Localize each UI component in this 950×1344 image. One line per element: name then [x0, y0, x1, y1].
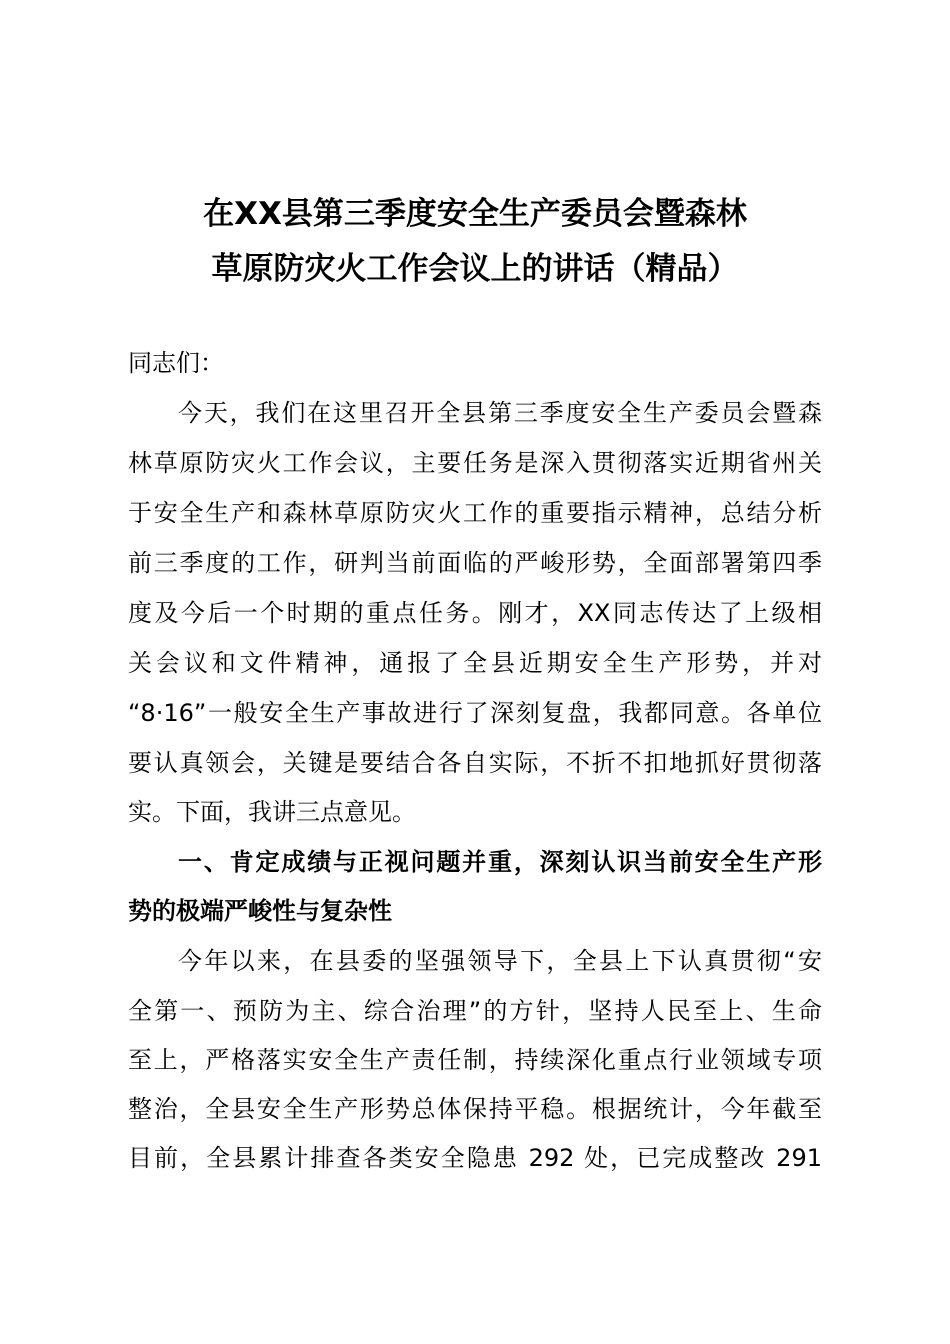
- paragraph-line: 至上，严格落实安全生产责任制，持续深化重点行业领域专项: [128, 1046, 822, 1074]
- salutation: 同志们：: [128, 349, 224, 377]
- paragraph-line: 林草原防灾火工作会议，主要任务是深入贯彻落实近期省州关: [128, 449, 822, 477]
- document-title-line-1: 在XX县第三季度安全生产委员会暨森林: [203, 196, 747, 232]
- paragraph-line: 整治，全县安全生产形势总体保持平稳。根据统计，今年截至: [128, 1095, 822, 1123]
- paragraph-line: 度及今后一个时期的重点任务。刚才，XX同志传达了上级相: [128, 599, 822, 627]
- section-heading: 势的极端严峻性与复杂性: [128, 897, 392, 925]
- paragraph-line: 目前，全县累计排查各类安全隐患 292 处，已完成整改 291: [128, 1144, 822, 1172]
- paragraph-line: 于安全生产和森林草原防灾火工作的重要指示精神，总结分析: [128, 499, 822, 527]
- paragraph-line: 要认真领会，关键是要结合各自实际，不折不扣地抓好贯彻落: [128, 749, 822, 777]
- paragraph-line: “8·16”一般安全生产事故进行了深刻复盘，我都同意。各单位: [128, 699, 822, 727]
- paragraph-line: 实。下面，我讲三点意见。: [128, 798, 416, 826]
- paragraph-line: 前三季度的工作，研判当前面临的严峻形势，全面部署第四季: [128, 549, 822, 577]
- section-heading: 一、肯定成绩与正视问题并重，深刻认识当前安全生产形: [178, 848, 822, 876]
- document-title-line-2: 草原防灾火工作会议上的讲话（精品）: [211, 251, 739, 287]
- paragraph-line: 今天，我们在这里召开全县第三季度安全生产委员会暨森: [178, 399, 822, 427]
- paragraph-line: 关会议和文件精神，通报了全县近期安全生产形势，并对: [128, 649, 822, 677]
- paragraph-line: 全第一、预防为主、综合治理”的方针，坚持人民至上、生命: [128, 997, 822, 1025]
- paragraph-line: 今年以来，在县委的坚强领导下，全县上下认真贯彻“安: [178, 947, 822, 975]
